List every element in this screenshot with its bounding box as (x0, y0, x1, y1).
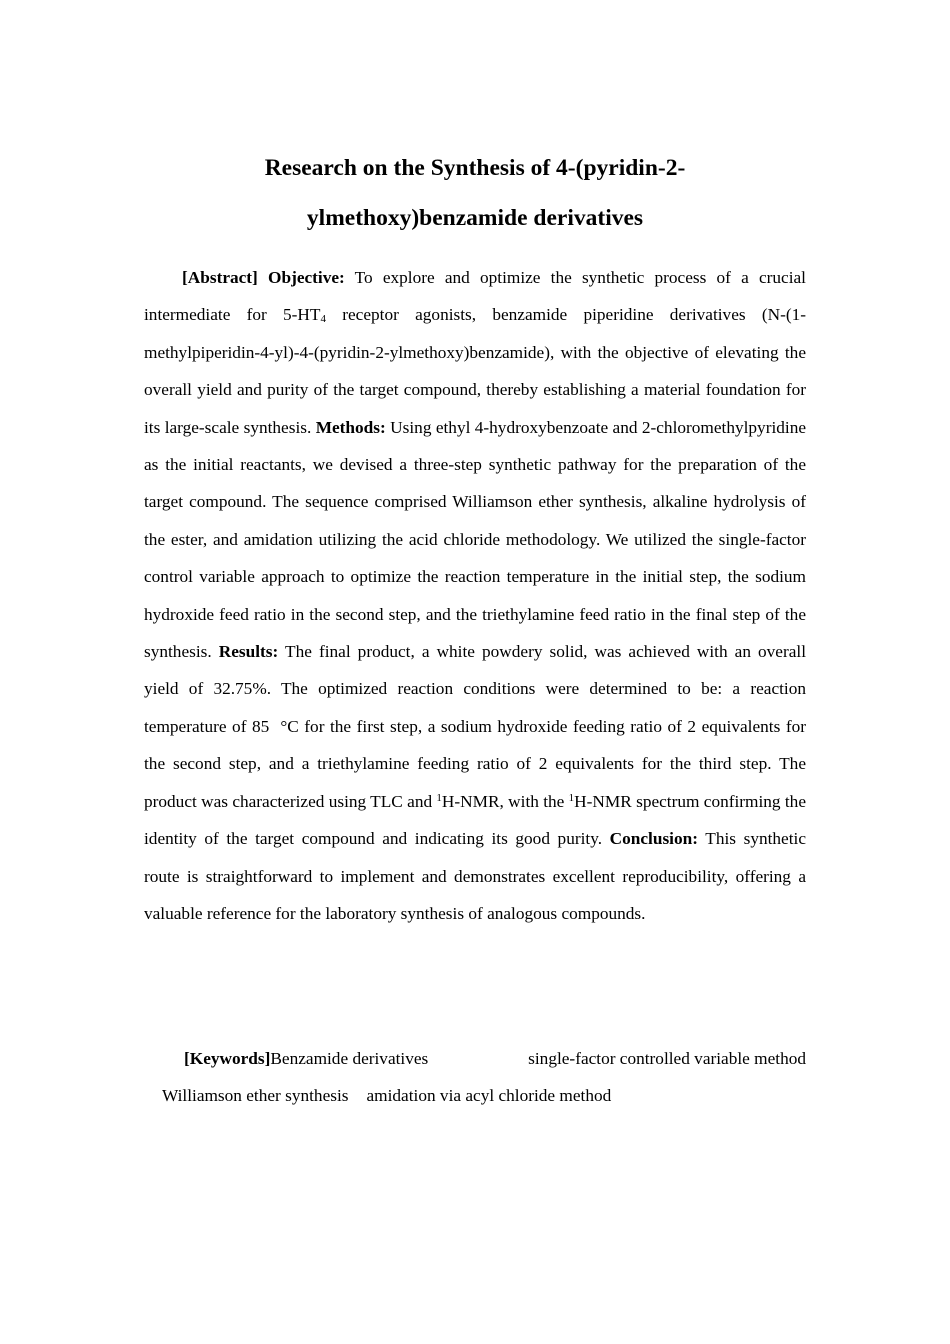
paper-title (145, 143, 805, 243)
results-superscript-1: 1 (436, 791, 442, 804)
title-line-2: ylmethoxy)benzamide derivatives (306, 205, 644, 231)
keywords-line-2 (144, 1077, 806, 1114)
conclusion-label: Conclusion: (609, 829, 698, 849)
results-text-end: H-NMR spectrum confirming the identity of the target compound and indicating its good purity. (144, 791, 806, 849)
keyword-item: single-factor controlled variable method (528, 1049, 806, 1068)
objective-label: Objective: (268, 268, 345, 287)
results-text-continued: H-NMR, with the (441, 791, 569, 811)
title-line-1: Research on the Synthesis of 4-(pyridin-2- (264, 155, 686, 181)
objective-text-continued: receptor agonists, benzamide piperidine derivatives (N-(1-methylpiperidin-4-yl)-4-(pyridin-2-ylmethoxy)benzamide), with the objective of elevating the overall yield and purity of the target compound, thereby establishing a material foundation for its large-scale synthesis. (144, 305, 806, 437)
results-text: The final product, a white powdery solid, was achieved with an overall yield of 32.75%. The optimized reaction conditions were determined to be: a reaction temperature of 85 °C for the first step, a sodium hydroxide feeding ratio of 2 equivalents for the second step, and a triethylamine feeding ratio of 2 equivalents for the third step. The product was characterized using TLC and (144, 642, 807, 811)
results-label: Results: (218, 642, 279, 662)
abstract-label: [Abstract] (182, 268, 258, 287)
keyword-item: Williamson ether synthesis (162, 1086, 349, 1106)
abstract-paragraph (144, 259, 806, 932)
results-superscript-2: 1 (568, 791, 575, 804)
objective-text: To explore and optimize the synthetic process of a crucial intermediate for 5-HT (144, 268, 806, 325)
keywords-label: [Keywords] (184, 1049, 271, 1068)
objective-subscript: 4 (320, 313, 326, 326)
keyword-item: Benzamide derivatives (270, 1049, 429, 1068)
keywords-line-1 (144, 1040, 806, 1077)
keywords-section (144, 1040, 806, 1115)
conclusion-text: This synthetic route is straightforward to implement and demonstrates excellent reproducibility, offering a valuable reference for the laboratory synthesis of analogous compounds. (144, 829, 806, 923)
keyword-item: amidation via acyl chloride method (366, 1086, 612, 1106)
methods-label: Methods: (315, 417, 386, 437)
methods-text: Using ethyl 4-hydroxybenzoate and 2-chloromethylpyridine as the initial reactants, we devised a three-step synthetic pathway for the preparation of the target compound. The sequence comprised Williamson ether synthesis, alkaline hydrolysis of the ester, and amidation utilizing the acid chloride methodology. We utilized the single-factor control variable approach to optimize the reaction temperature in the initial step, the sodium hydroxide feed ratio in the second step, and the triethylamine feed ratio in the final step of the synthesis. (144, 417, 807, 662)
